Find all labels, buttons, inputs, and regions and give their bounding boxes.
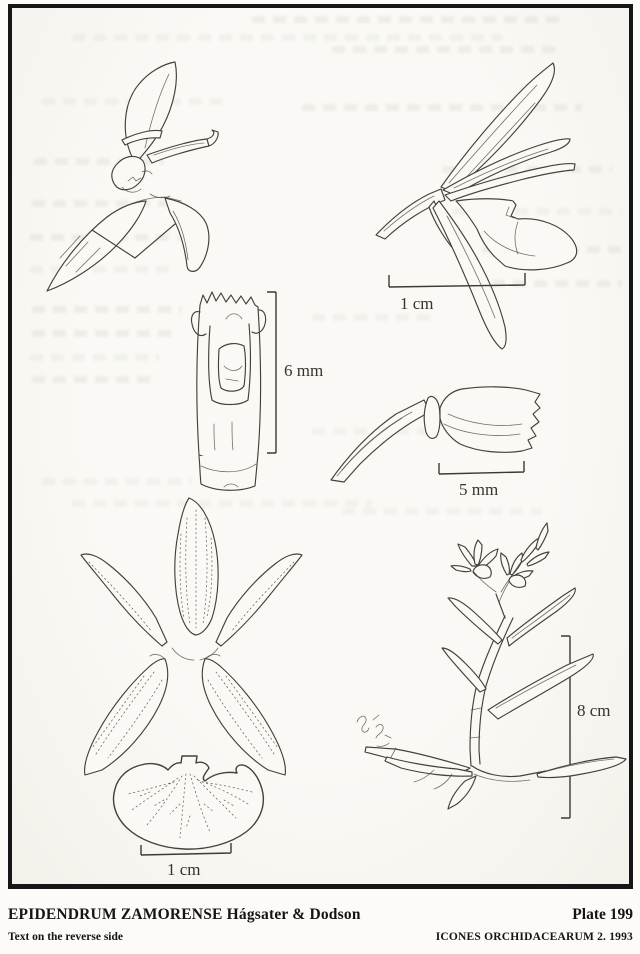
plate-illustrations — [12, 8, 637, 884]
scalebar-column — [267, 292, 323, 453]
figure-lip-spread — [113, 756, 263, 849]
scalebar-lip-label: 1 cm — [167, 860, 201, 879]
reverse-side-note: Text on the reverse side — [8, 931, 123, 943]
scalebar-flower — [389, 273, 525, 313]
figure-pedicel-spathe — [331, 387, 540, 482]
artist-monogram — [357, 715, 391, 746]
figure-column-detail — [191, 292, 265, 490]
figure-dissected-perianth — [81, 498, 302, 775]
plate-title: EPIDENDRUM ZAMORENSE Hágsater & Dodson — [8, 906, 361, 923]
figure-flower-lip-side-view — [47, 62, 218, 291]
plate-scan-area — [8, 4, 633, 889]
scalebar-spathe — [439, 461, 524, 499]
scalebar-flower-label: 1 cm — [400, 294, 434, 313]
caption — [8, 906, 633, 943]
publication-title: ICONES ORCHIDACEARUM 2. 1993 — [435, 931, 633, 943]
scalebar-spathe-label: 5 mm — [459, 480, 499, 499]
scalebar-habit-label: 8 cm — [577, 701, 611, 720]
figure-plant-habit — [357, 523, 626, 809]
plate-number: Plate 199 — [572, 906, 633, 923]
scalebar-column-label: 6 mm — [284, 361, 324, 380]
